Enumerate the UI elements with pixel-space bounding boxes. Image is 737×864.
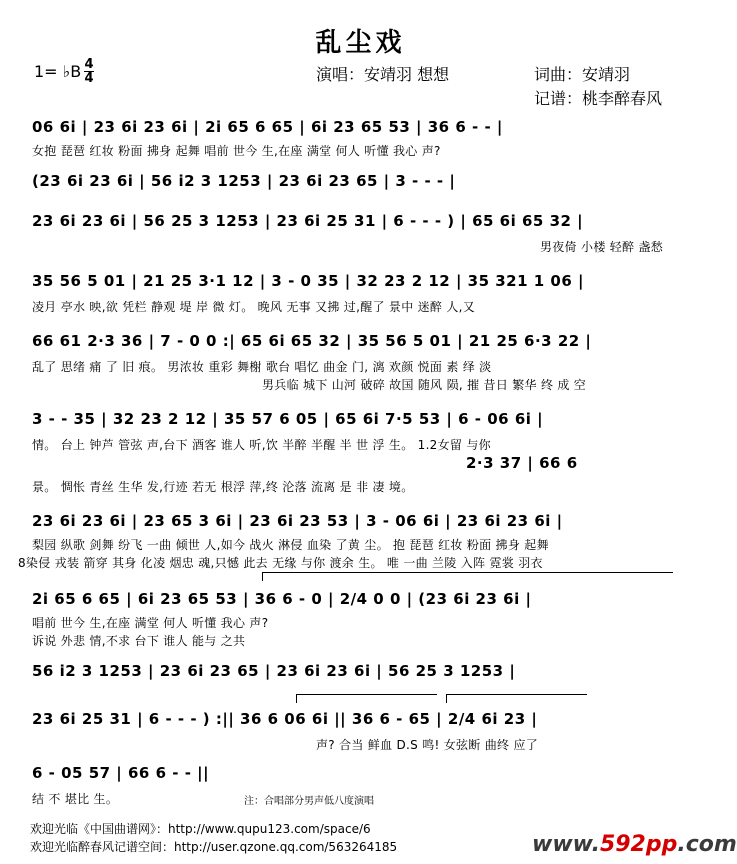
lyrics-row-7: 景。 惆怅 青丝 生华 发,行迹 若无 根浮 萍,终 沦落 流离 是 非 凄 境。 bbox=[32, 480, 414, 494]
score-row-5: 66 61 2·3 36 | 7 - 0 0 :| 65 6i 65 32 | 35 56 5 01 | 21 25 6·3 22 | bbox=[32, 332, 592, 350]
time-signature bbox=[84, 58, 94, 85]
volta-bracket-2 bbox=[296, 694, 437, 703]
score-row-8: 23 6i 23 6i | 23 65 3 6i | 23 6i 23 53 | 3 - 06 6i | 23 6i 23 6i | bbox=[32, 512, 563, 530]
watermark-prefix: www. bbox=[532, 832, 600, 857]
lyrics-row-9a: 唱前 世今 生,在座 满堂 何人 听懂 我心 声? bbox=[32, 616, 269, 630]
lyrics-row-8b: 8染侵 戎装 箭穿 其身 化凌 烟忠 魂,只憾 此去 无缘 与你 渡余 生。 唯 一曲 兰陵 入阵 霓裳 羽衣 bbox=[18, 556, 543, 570]
volta-bracket-1 bbox=[262, 572, 673, 581]
watermark-logo bbox=[532, 832, 737, 857]
song-title: 乱尘戏 bbox=[315, 28, 406, 58]
watermark-suffix: .com bbox=[677, 832, 737, 857]
time-signature-bottom: 4 bbox=[84, 71, 94, 86]
lyrics-row-12: 结 不 堪比 生。 bbox=[32, 792, 119, 806]
score-row-2: (23 6i 23 6i | 56 i2 3 1253 | 23 6i 23 65 | 3 - - - | bbox=[32, 172, 456, 190]
lyrics-row-11: 声? 合当 鲜血 D.S 鸣! 女弦断 曲终 应了 bbox=[316, 738, 539, 752]
lyrics-row-1: 女抱 琵琶 红妆 粉面 拂身 起舞 唱前 世今 生,在座 满堂 何人 听懂 我心 声? bbox=[32, 144, 441, 158]
lyrics-row-9b: 诉说 外悲 情,不求 台下 谁人 能与 之共 bbox=[32, 634, 246, 648]
score-row-1: 06 6i | 23 6i 23 6i | 2i 65 6 65 | 6i 23 65 53 | 36 6 - - | bbox=[32, 118, 503, 136]
score-row-10: 56 i2 3 1253 | 23 6i 23 65 | 23 6i 23 6i | 56 25 3 1253 | bbox=[32, 662, 516, 680]
lyrics-row-5a: 乱了 思绪 痛 了 旧 痕。 男浓妆 重彩 舞榭 歌台 唱忆 曲金 门, 漓 欢颜 悦面 素 绎 淡 bbox=[32, 360, 492, 374]
footer-link-1[interactable]: 欢迎光临《中国曲谱网》：http://www.qupu123.com/space/6 bbox=[30, 822, 371, 836]
composer: 词曲：安靖羽 bbox=[534, 65, 631, 84]
score-row-4: 35 56 5 01 | 21 25 3·1 12 | 3 - 0 35 | 32 23 2 12 | 35 321 1 06 | bbox=[32, 272, 585, 290]
footer-link-2[interactable]: 欢迎光临醉春风记谱空间：http://user.qzone.qq.com/563264185 bbox=[30, 840, 398, 854]
lyrics-row-8a: 梨园 纵歌 剑舞 纷飞 一曲 倾世 人,如今 战火 淋侵 血染 了黄 尘。 抱 琵琶 红妆 粉面 拂身 起舞 bbox=[32, 538, 549, 552]
score-row-7: 2·3 37 | 66 6 bbox=[466, 454, 578, 472]
transcriber: 记谱：桃李醉春风 bbox=[534, 89, 663, 108]
chorus-note: 注：合唱部分男声低八度演唱 bbox=[244, 796, 374, 807]
lyrics-row-6: 情。 台上 钟芦 管弦 声,台下 酒客 谁人 听,饮 半醉 半醒 半 世 浮 生。 1.2女留 与你 bbox=[32, 438, 491, 452]
time-signature-top: 4 bbox=[84, 57, 94, 72]
score-row-6: 3 - - 35 | 32 23 2 12 | 35 57 6 05 | 65 6i 7·5 53 | 6 - 06 6i | bbox=[32, 410, 544, 428]
score-row-12: 6 - 05 57 | 66 6 - - || bbox=[32, 764, 210, 782]
singers: 演唱：安靖羽 想想 bbox=[316, 65, 450, 84]
lyrics-row-5b: 男兵临 城下 山河 破碎 故国 随风 陨, 摧 昔日 繁华 终 成 空 bbox=[262, 378, 587, 392]
watermark-brand: 592pp bbox=[599, 832, 678, 857]
lyrics-row-3: 男夜倚 小楼 轻醉 盏愁 bbox=[540, 240, 664, 254]
key-signature: 1= ♭B bbox=[34, 62, 82, 81]
volta-bracket-3 bbox=[446, 694, 587, 703]
score-row-9: 2i 65 6 65 | 6i 23 65 53 | 36 6 - 0 | 2/4 0 0 | (23 6i 23 6i | bbox=[32, 590, 532, 608]
lyrics-row-4: 凌月 亭水 映,欲 凭栏 静观 堤 岸 微 灯。 晚风 无事 又拂 过,醒了 景中 迷醉 人,又 bbox=[32, 300, 476, 314]
score-row-3: 23 6i 23 6i | 56 25 3 1253 | 23 6i 25 31 | 6 - - - ) | 65 6i 65 32 | bbox=[32, 212, 584, 230]
score-row-11: 23 6i 25 31 | 6 - - - ) :|| 36 6 06 6i || 36 6 - 65 | 2/4 6i 23 | bbox=[32, 710, 538, 728]
